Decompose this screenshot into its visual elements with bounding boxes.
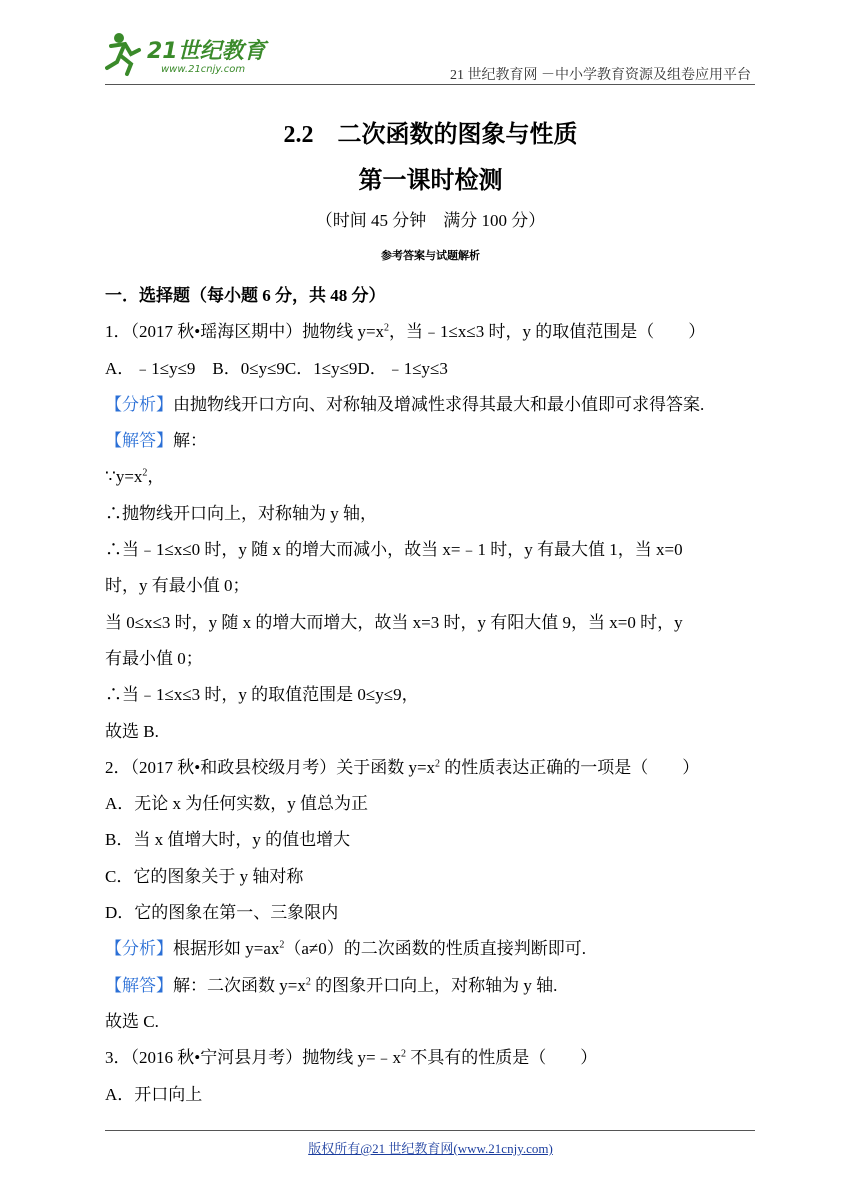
page-footer — [0, 1138, 861, 1157]
doc-title: 2.2 二次函数的图象与性质 — [283, 122, 578, 148]
analysis-tag: 【分析】 — [105, 394, 173, 414]
answer-tag: 【解答】 — [105, 975, 173, 995]
q2-stem: 2．（2017 秋•和政县校级月考）关于函数 $y=x^2$ 的性质表达正确的一项是（ ） — [105, 757, 700, 777]
q1-step: ∴当﹣1≤x≤3 时，y 的取值范围是 0≤y≤9， — [105, 685, 419, 705]
q1-conclusion: 故选 B. — [105, 721, 159, 741]
q1-step: ∴当﹣1≤x≤0 时，y 随 x 的增大而减小，故当 x=﹣1 时，y 有最大值 1，当 x=0 — [105, 540, 683, 560]
doc-body — [105, 278, 755, 1113]
q2-option-a: A．无论 x 为任何实数，y 值总为正 — [105, 794, 369, 814]
q2-option-d: D．它的图象在第一、三象限内 — [105, 903, 339, 923]
q1-options: A．﹣1≤y≤9 B．0≤y≤9C．1≤y≤9D．﹣1≤y≤3 — [105, 358, 448, 378]
analysis-tag: 【分析】 — [105, 939, 173, 959]
time-info: （时间 45 分钟 满分 100 分） — [315, 211, 546, 230]
q3-option-a: A．开口向上 — [105, 1084, 203, 1104]
q1-step: ∴抛物线开口向上，对称轴为 y 轴， — [105, 503, 377, 523]
q1-step: 有最小值 0； — [105, 648, 203, 668]
svg-text:21世纪教育: 21世纪教育 — [147, 39, 266, 64]
footer-divider — [105, 1130, 755, 1131]
q2-option-c: C．它的图象关于 y 轴对称 — [105, 866, 304, 886]
answer-key-heading: 参考答案与试题解析 — [381, 249, 480, 262]
page-header — [105, 28, 755, 84]
svg-text:www.21cnjy.com: www.21cnjy.com — [161, 64, 246, 75]
q1-analysis: 【分析】由抛物线开口方向、对称轴及增减性求得其最大和最小值即可求得答案. — [105, 394, 705, 414]
q1-stem: 1．（2017 秋•瑶海区期中）抛物线 $y=x^2$，当﹣1≤x≤3 时，y 的取值范围是（ ） — [105, 322, 706, 342]
q2-conclusion: 故选 C. — [105, 1011, 159, 1031]
q1-step: 时，y 有最小值 0； — [105, 576, 250, 596]
logo-21cnjy — [105, 28, 285, 78]
answer-tag: 【解答】 — [105, 431, 173, 451]
q1-step: $\because y=x^2$， — [105, 467, 165, 487]
section-heading: 一．选择题（每小题 6 分，共 48 分） — [105, 286, 386, 305]
header-divider — [105, 84, 755, 85]
q2-analysis: 【分析】根据形如 $y=ax^2(a\ne 0)$的二次函数的性质直接判断即可. — [105, 939, 587, 959]
q2-answer: 【解答】解：二次函数 $y=x^2$ 的图象开口向上，对称轴为 y 轴. — [105, 975, 558, 995]
q3-stem: 3．（2016 秋•宁河县月考）抛物线 $y=﹣x^2$ 不具有的性质是（ ） — [105, 1048, 598, 1068]
copyright-link[interactable]: 版权所有@21 世纪教育网(www.21cnjy.com) — [308, 1141, 553, 1156]
q2-option-b: B．当 x 值增大时，y 的值也增大 — [105, 830, 351, 850]
q1-answer: 【解答】解： — [105, 431, 207, 451]
doc-subtitle: 第一课时检测 — [358, 168, 503, 194]
q1-step: 当 0≤x≤3 时，y 随 x 的增大而增大，故当 x=3 时，y 有阳大值 9，当 x=0 时，y — [105, 612, 683, 632]
header-site-name: 21 世纪教育网 －中小学教育资源及组卷应用平台 — [450, 68, 751, 83]
